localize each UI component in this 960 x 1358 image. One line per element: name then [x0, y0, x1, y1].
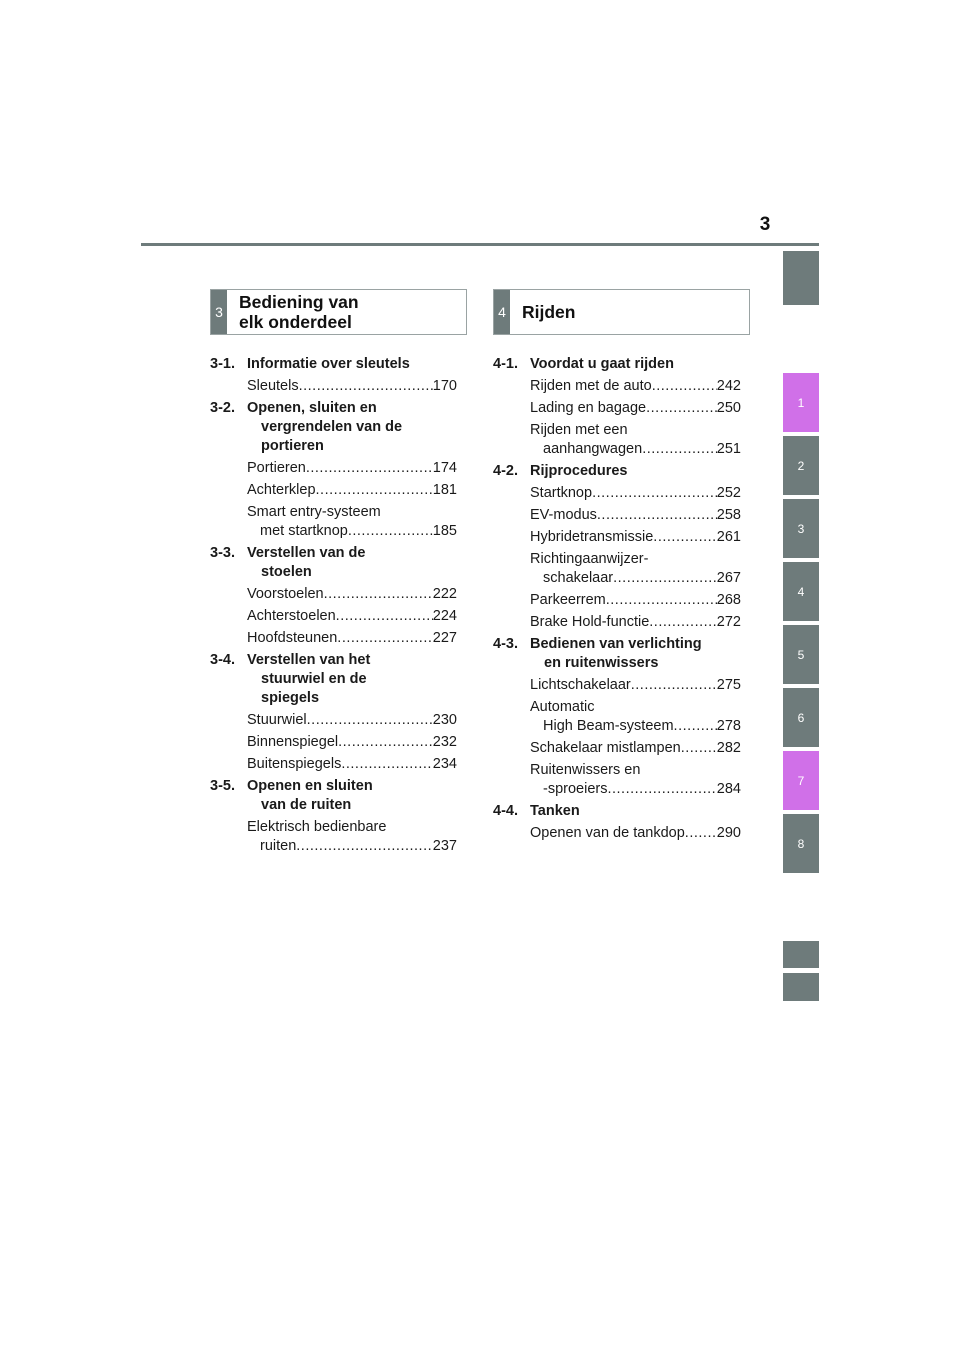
toc-page-number: 251: [716, 441, 741, 457]
toc-page-number: 170: [432, 378, 457, 394]
toc-group-title-line: Voordat u gaat rijden: [530, 356, 674, 372]
toc-leader-dots: [606, 591, 717, 610]
toc-entry-label: [530, 484, 741, 503]
toc-group-id: 3-5.: [210, 778, 235, 794]
toc-group: [493, 462, 741, 632]
toc-group-heading[interactable]: [493, 355, 741, 374]
toc-group-heading[interactable]: [210, 399, 457, 456]
toc-group-id: 3-2.: [210, 400, 235, 416]
side-tab-label: 6: [797, 710, 805, 725]
toc-entry-last-line: [247, 629, 457, 648]
toc-group-heading[interactable]: [493, 635, 741, 673]
toc-entry[interactable]: [247, 755, 457, 774]
side-tab-label: 8: [797, 836, 805, 851]
toc-group-id: 3-1.: [210, 356, 235, 372]
toc-leader-dots: [337, 629, 433, 648]
header-rule: [141, 243, 819, 246]
toc-entry-text: Parkeerrem: [530, 592, 606, 608]
toc-entry[interactable]: [247, 503, 457, 541]
toc-page-number: 181: [432, 482, 457, 498]
side-tab-8[interactable]: [783, 814, 819, 873]
toc-entry-last-line: [247, 837, 457, 856]
toc-entry-last-line: [530, 569, 741, 588]
toc-entry-last-line: [247, 711, 457, 730]
toc-entry-label: [247, 459, 457, 478]
toc-leader-dots: [296, 837, 433, 856]
toc-group-title: [530, 355, 674, 374]
side-tab-5[interactable]: [783, 625, 819, 684]
toc-group-title-line: Openen en sluiten: [247, 778, 373, 794]
toc-page-number: 250: [716, 400, 741, 416]
toc-group: [210, 399, 457, 541]
toc-entry-text: Lading en bagage: [530, 400, 647, 416]
toc-leader-dots: [642, 440, 717, 459]
toc-page-number: 282: [716, 740, 741, 756]
section-number: 3: [211, 290, 227, 334]
toc-entry-text: Buitenspiegels: [247, 756, 342, 772]
toc-entry[interactable]: [530, 676, 741, 695]
toc-entry-text: Achterstoelen: [247, 608, 336, 624]
toc-leader-dots: [341, 755, 432, 774]
toc-leader-dots: [674, 717, 717, 736]
toc-entry-line: Richtingaanwijzer-: [530, 551, 649, 567]
toc-group-title-line: vergrendelen van de: [261, 419, 403, 435]
toc-entry-label: [530, 377, 741, 396]
toc-group-heading[interactable]: [210, 355, 457, 374]
toc-entry[interactable]: [530, 591, 741, 610]
toc-group-heading[interactable]: [210, 651, 457, 708]
toc-entry-label: [247, 585, 457, 604]
toc-entry-last-line: [530, 824, 741, 843]
toc-leader-dots: [306, 459, 433, 478]
toc-entry-last-line: [530, 528, 741, 547]
toc-leader-dots: [316, 481, 433, 500]
toc-group-id: 3-3.: [210, 545, 235, 561]
toc-entry[interactable]: [247, 585, 457, 604]
toc-group-title: [530, 635, 702, 673]
toc-entry-line: Automatic: [530, 699, 595, 715]
toc-group-title: [247, 777, 373, 815]
side-tab-7[interactable]: [783, 751, 819, 810]
toc-entry[interactable]: [530, 484, 741, 503]
toc-group-title-line: Informatie over sleutels: [247, 356, 410, 372]
toc-page-number: 230: [432, 712, 457, 728]
toc-group-title-line: stuurwiel en de: [261, 671, 367, 687]
toc-entry-text: schakelaar: [543, 570, 614, 586]
toc-entry-label: [247, 481, 457, 500]
toc-entry-text: ruiten: [260, 838, 297, 854]
toc-group-heading[interactable]: [210, 777, 457, 815]
side-tab-3[interactable]: [783, 499, 819, 558]
toc-entry-last-line: [530, 780, 741, 799]
toc-column-section-3: [210, 352, 457, 858]
toc-entry-text: Hybridetransmissie: [530, 529, 654, 545]
toc-group-title-line: en ruitenwissers: [544, 655, 659, 671]
toc-entry-label: [530, 528, 741, 547]
toc-entry-text: Sleutels: [247, 378, 299, 394]
toc-page-number: 224: [432, 608, 457, 624]
toc-entry-text: Hoofdsteunen: [247, 630, 338, 646]
toc-group: [493, 802, 741, 843]
toc-entry-label: [247, 629, 457, 648]
toc-group-id: 4-3.: [493, 636, 518, 652]
toc-entry[interactable]: [530, 377, 741, 396]
toc-entry-text: met startknop: [260, 523, 348, 539]
toc-entry-label: [247, 818, 457, 856]
toc-group: [210, 651, 457, 774]
section-header-3: [210, 289, 467, 335]
toc-leader-dots: [631, 676, 717, 695]
toc-entry-last-line: [530, 717, 741, 736]
toc-entry-text: Binnenspiegel: [247, 734, 339, 750]
toc-group-title-line: van de ruiten: [261, 797, 352, 813]
toc-entry-text: Startknop: [530, 485, 593, 501]
toc-leader-dots: [653, 528, 717, 547]
toc-entry-label: [530, 550, 741, 588]
section-title: Rijden: [522, 302, 576, 322]
toc-entry-text: Lichtschakelaar: [530, 677, 631, 693]
toc-group: [210, 355, 457, 396]
toc-entry[interactable]: [530, 613, 741, 632]
toc-page-number: 290: [716, 825, 741, 841]
toc-entry-line: Ruitenwissers en: [530, 762, 641, 778]
toc-entry-last-line: [247, 459, 457, 478]
toc-entry[interactable]: [530, 739, 741, 758]
toc-entry[interactable]: [247, 459, 457, 478]
side-tab-blank-top[interactable]: [783, 251, 819, 305]
toc-entry-last-line: [247, 377, 457, 396]
toc-entry-last-line: [530, 676, 741, 695]
toc-entry-label: [247, 755, 457, 774]
toc-group-heading[interactable]: [493, 802, 741, 821]
toc-group-title-line: Rijprocedures: [530, 463, 628, 479]
side-tab-label: 4: [797, 584, 805, 599]
toc-entry-label: [530, 698, 741, 736]
toc-group-title: [247, 651, 370, 708]
toc-entry-label: [530, 399, 741, 418]
toc-page-number: 222: [432, 586, 457, 602]
toc-entry-last-line: [247, 585, 457, 604]
toc-entry-line: Smart entry-systeem: [247, 504, 381, 520]
toc-leader-dots: [681, 739, 717, 758]
toc-entry-text: Achterklep: [247, 482, 316, 498]
toc-leader-dots: [299, 377, 433, 396]
toc-leader-dots: [646, 399, 717, 418]
toc-leader-dots: [338, 733, 433, 752]
toc-group-id: 3-4.: [210, 652, 235, 668]
toc-leader-dots: [652, 377, 717, 396]
toc-group-id: 4-1.: [493, 356, 518, 372]
toc-entry[interactable]: [247, 733, 457, 752]
toc-group-title: [530, 462, 628, 481]
toc-group-title-line: Verstellen van de: [247, 545, 366, 561]
toc-entry-line: Elektrisch bedienbare: [247, 819, 387, 835]
toc-group-title-line: stoelen: [261, 564, 312, 580]
toc-entry[interactable]: [530, 528, 741, 547]
toc-page-number: 227: [432, 630, 457, 646]
toc-entry[interactable]: [530, 761, 741, 799]
toc-entry-text: Voorstoelen: [247, 586, 324, 602]
toc-entry[interactable]: [530, 550, 741, 588]
toc-group-title-line: Bedienen van verlichting: [530, 636, 702, 652]
side-tab-blank-bottom-1[interactable]: [783, 941, 819, 968]
toc-group-title: [247, 399, 402, 456]
toc-group-heading[interactable]: [210, 544, 457, 582]
toc-page-number: 237: [432, 838, 457, 854]
toc-page-number: 278: [716, 718, 741, 734]
side-tab-label: 1: [797, 395, 805, 410]
toc-entry-last-line: [530, 739, 741, 758]
side-tab-6[interactable]: [783, 688, 819, 747]
toc-entry-text: High Beam-systeem: [543, 718, 674, 734]
section-number: 4: [494, 290, 510, 334]
toc-entry-label: [530, 421, 741, 459]
toc-entry-label: [530, 761, 741, 799]
toc-entry[interactable]: [247, 607, 457, 626]
toc-group: [493, 355, 741, 459]
toc-group-id: 4-2.: [493, 463, 518, 479]
toc-page-number: 242: [716, 378, 741, 394]
toc-entry-last-line: [247, 522, 457, 541]
toc-entry-last-line: [530, 506, 741, 525]
side-tab-4[interactable]: [783, 562, 819, 621]
toc-group-title-line: Verstellen van het: [247, 652, 371, 668]
toc-entry[interactable]: [247, 711, 457, 730]
side-tab-blank-bottom-2[interactable]: [783, 973, 819, 1001]
toc-page-number: 261: [716, 529, 741, 545]
toc-leader-dots: [592, 484, 717, 503]
toc-entry[interactable]: [530, 698, 741, 736]
toc-leader-dots: [348, 522, 433, 541]
toc-entry-label: [530, 613, 741, 632]
toc-leader-dots: [336, 607, 433, 626]
toc-entry-line: Rijden met een: [530, 422, 628, 438]
toc-entry[interactable]: [530, 824, 741, 843]
toc-entry-text: Openen van de tankdop: [530, 825, 685, 841]
side-tab-2[interactable]: [783, 436, 819, 495]
toc-entry[interactable]: [247, 481, 457, 500]
side-tab-1[interactable]: [783, 373, 819, 432]
toc-entry-text: EV-modus: [530, 507, 597, 523]
toc-leader-dots: [597, 506, 717, 525]
toc-entry[interactable]: [247, 818, 457, 856]
toc-group-id: 4-4.: [493, 803, 518, 819]
toc-entry-last-line: [247, 481, 457, 500]
toc-entry[interactable]: [530, 506, 741, 525]
toc-group-title-line: Openen, sluiten en: [247, 400, 377, 416]
toc-entry-label: [247, 377, 457, 396]
toc-group-heading[interactable]: [493, 462, 741, 481]
toc-entry-label: [530, 824, 741, 843]
toc-entry-last-line: [530, 440, 741, 459]
toc-entry-last-line: [530, 484, 741, 503]
toc-entry-last-line: [247, 755, 457, 774]
toc-leader-dots: [649, 613, 717, 632]
toc-entry-text: aanhangwagen: [543, 441, 643, 457]
toc-page-number: 185: [432, 523, 457, 539]
toc-leader-dots: [307, 711, 433, 730]
toc-entry-label: [247, 607, 457, 626]
toc-entry-text: -sproeiers: [543, 781, 608, 797]
side-tab-label: 2: [797, 458, 805, 473]
toc-entry-label: [247, 733, 457, 752]
toc-page-number: 275: [716, 677, 741, 693]
toc-page-number: 267: [716, 570, 741, 586]
toc-entry-text: Stuurwiel: [247, 712, 307, 728]
toc-entry-label: [530, 739, 741, 758]
toc-entry-last-line: [530, 399, 741, 418]
toc-entry-label: [247, 711, 457, 730]
toc-page-number: 284: [716, 781, 741, 797]
toc-entry-label: [530, 591, 741, 610]
toc-page-number: 258: [716, 507, 741, 523]
toc-page-number: 234: [432, 756, 457, 772]
side-tab-label: 3: [797, 521, 805, 536]
toc-entry-text: Schakelaar mistlampen: [530, 740, 681, 756]
toc-entry[interactable]: [530, 421, 741, 459]
section-title: Bediening van elk onderdeel: [239, 292, 359, 332]
toc-entry-text: Portieren: [247, 460, 306, 476]
toc-group: [493, 635, 741, 799]
toc-entry-label: [247, 503, 457, 541]
toc-entry-last-line: [530, 591, 741, 610]
toc-entry-text: Rijden met de auto: [530, 378, 652, 394]
section-header-4: [493, 289, 750, 335]
toc-page-number: 232: [432, 734, 457, 750]
toc-leader-dots: [613, 569, 717, 588]
toc-group-title-line: Tanken: [530, 803, 580, 819]
toc-entry-last-line: [530, 613, 741, 632]
toc-group-title-line: portieren: [261, 438, 324, 454]
toc-entry[interactable]: [530, 399, 741, 418]
toc-entry[interactable]: [247, 377, 457, 396]
toc-group-title: [247, 544, 365, 582]
toc-entry-last-line: [247, 607, 457, 626]
toc-leader-dots: [685, 824, 717, 843]
page-number: 3: [759, 214, 771, 235]
toc-page-number: 174: [432, 460, 457, 476]
toc-entry-last-line: [530, 377, 741, 396]
toc-entry-text: Brake Hold-functie: [530, 614, 650, 630]
toc-entry-label: [530, 506, 741, 525]
side-tab-label: 7: [797, 773, 805, 788]
toc-page-number: 252: [716, 485, 741, 501]
toc-leader-dots: [607, 780, 716, 799]
toc-leader-dots: [324, 585, 433, 604]
toc-entry[interactable]: [247, 629, 457, 648]
toc-entry-label: [530, 676, 741, 695]
toc-group-title-line: spiegels: [261, 690, 320, 706]
toc-group-title: [530, 802, 580, 821]
toc-entry-last-line: [247, 733, 457, 752]
toc-page-number: 272: [716, 614, 741, 630]
toc-page-number: 268: [716, 592, 741, 608]
side-tab-label: 5: [797, 647, 805, 662]
toc-group: [210, 544, 457, 648]
toc-group-title: [247, 355, 410, 374]
toc-column-section-4: [493, 352, 741, 845]
toc-group: [210, 777, 457, 856]
